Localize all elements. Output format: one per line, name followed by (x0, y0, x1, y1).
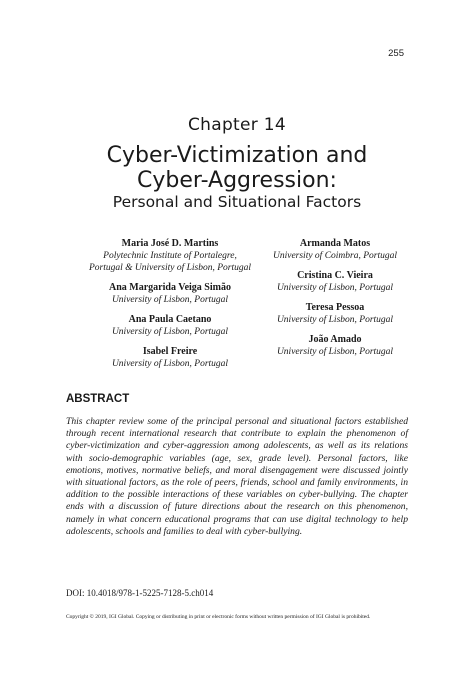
author-affiliation: University of Lisbon, Portugal (276, 315, 394, 325)
author-affiliation: Portugal & University of Lisbon, Portugal (88, 263, 252, 273)
chapter-label: Chapter 14 (187, 115, 286, 135)
author-affiliation: University of Lisbon, Portugal (111, 327, 229, 337)
author-block (245, 238, 425, 262)
author-name: Ana Margarida Veiga Simão (109, 282, 231, 293)
author-name: Teresa Pessoa (305, 302, 365, 313)
author-name: Isabel Freire (142, 346, 198, 357)
author-block (245, 270, 425, 294)
abstract-text: This chapter review some of the principal personal and situational factors established through recent international research that contribute to explain the phenomenon of cyber-victimization and cyber-aggression among adolescents, as well as its relations with socio-demographic variables (age, sex, grade level). Personal factors, like emotions, motives, normative beliefs, and moral disengagement were discussed jointly with situational factors, as the role of peers, friends, school and family environments, in addition to the possible interactions of these variables on cyber-bullying. The chapter ends with a discussion of future directions about the research on this phenomenon, namely in what concern educational programs that can use digital technology to help adolescents, schools and families to deal with cyber-bullying. (66, 416, 408, 537)
author-name: Maria José D. Martins (121, 238, 219, 249)
page-number: 255 (388, 48, 404, 59)
author-affiliation: University of Lisbon, Portugal (276, 283, 394, 293)
author-affiliation: Polytechnic Institute of Portalegre, (103, 251, 237, 261)
author-affiliation: University of Lisbon, Portugal (111, 359, 229, 369)
author-name: Cristina C. Vieira (297, 270, 373, 281)
author-affiliation: University of Lisbon, Portugal (111, 295, 229, 305)
author-affiliation: University of Lisbon, Portugal (276, 347, 394, 357)
author-block (245, 302, 425, 326)
author-block (245, 334, 425, 358)
chapter-subtitle: Personal and Situational Factors (112, 193, 362, 211)
copyright-notice: Copyright © 2019, IGI Global. Copying or distributing in print or electronic forms without written permission of IGI Global is prohibited. (66, 614, 371, 620)
chapter-title-line-2: Cyber-Aggression: (137, 168, 337, 193)
author-name: João Amado (308, 334, 362, 345)
chapter-title-line-1: Cyber-Victimization and (106, 143, 368, 168)
author-name: Armanda Matos (299, 238, 371, 249)
doi-line: DOI: 10.4018/978-1-5225-7128-5.ch014 (66, 588, 214, 598)
author-name: Ana Paula Caetano (128, 314, 212, 325)
authors-right-column (245, 238, 425, 366)
author-affiliation: University of Coimbra, Portugal (272, 251, 398, 261)
abstract-heading: ABSTRACT (66, 393, 130, 405)
